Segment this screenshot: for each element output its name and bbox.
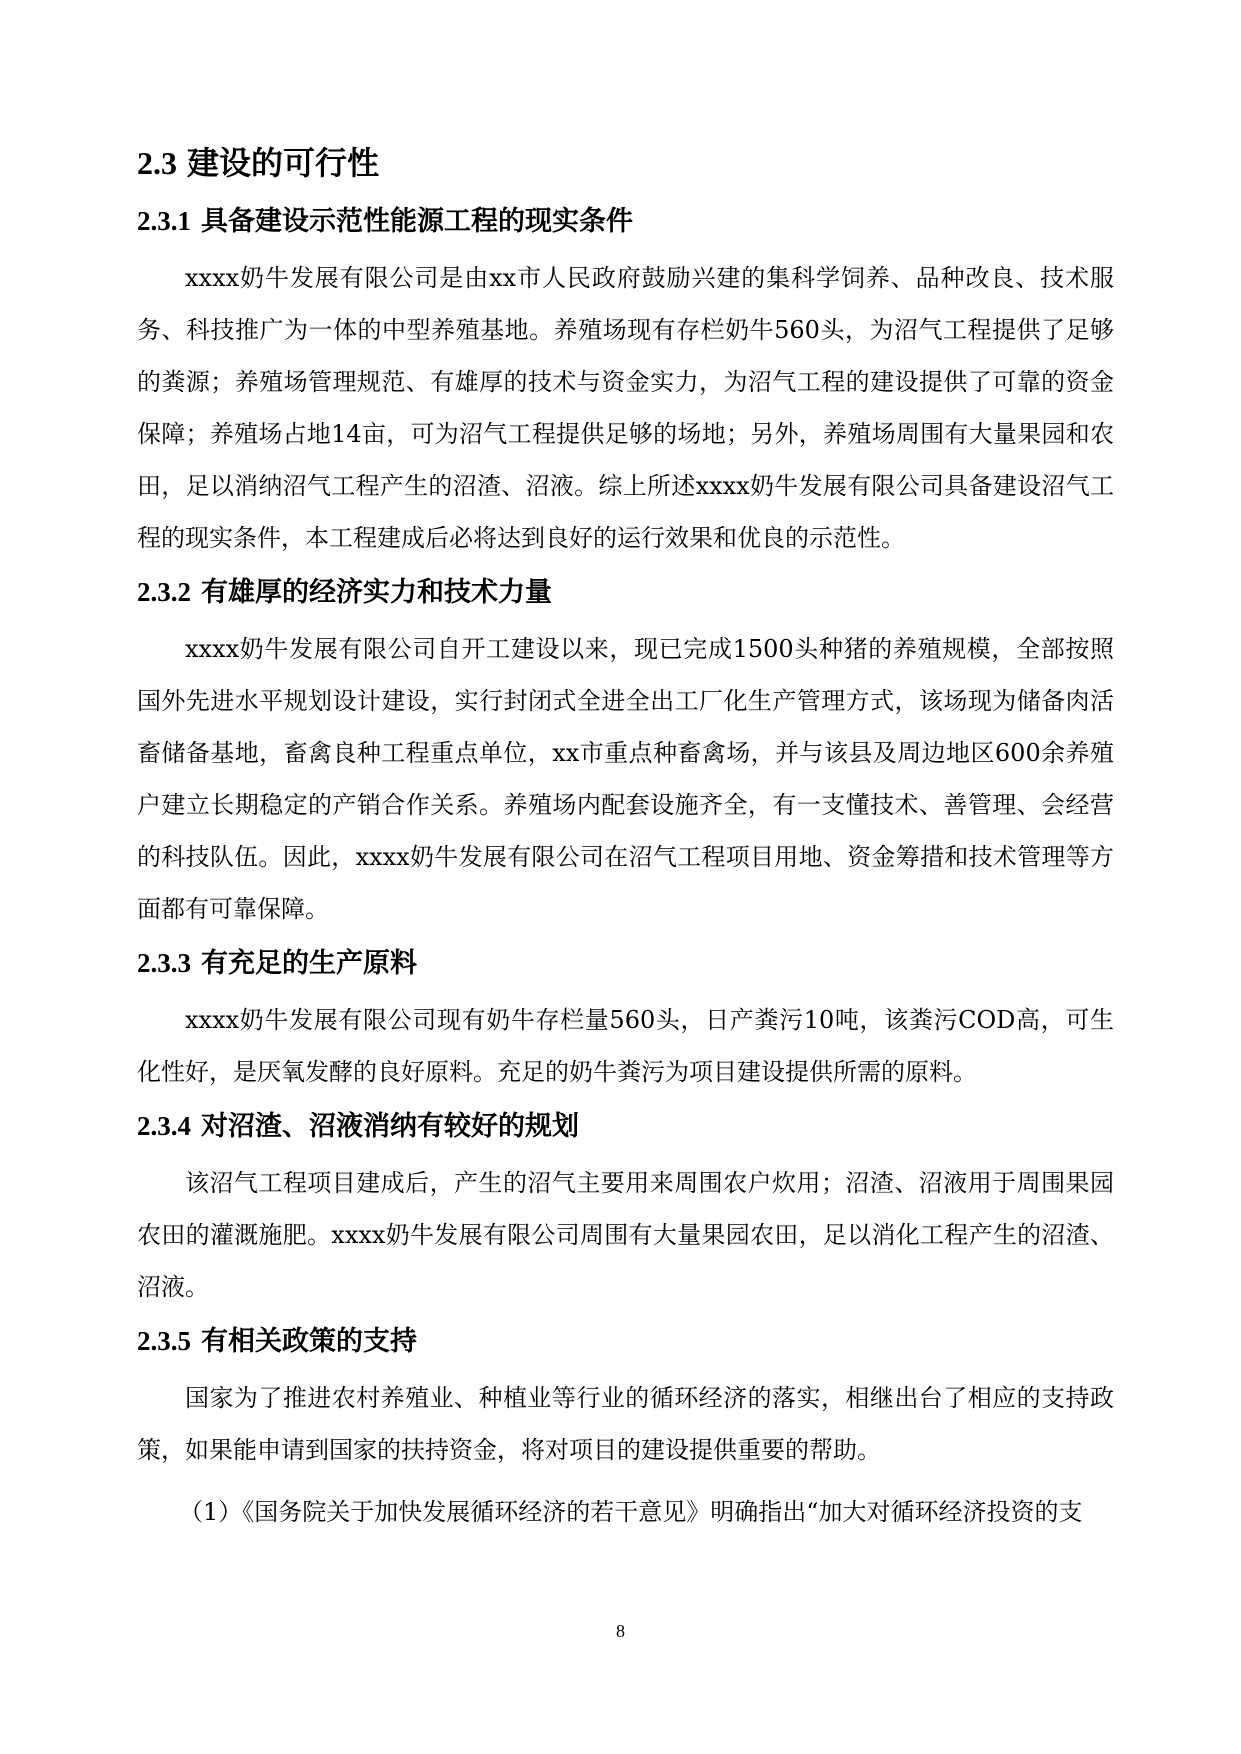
paragraph-2-3-2: xxxx奶牛发展有限公司自开工建设以来，现已完成1500头种猪的养殖规模，全部按照国外先进水平规划设计建设，实行封闭式全进全出工厂化生产管理方式，该场现为储备肉活畜储备基地，畜禽良种工程重点单位，xx市重点种畜禽场，并与该县及周边地区600余养殖户建立长期稳定的产销合作关系。养殖场内配套设施齐全，有一支懂技术、善管理、会经营的科技队伍。因此，xxxx奶牛发展有限公司在沼气工程项目用地、资金筹措和技术管理等方面都有可靠保障。 [137, 635, 1114, 923]
paragraph-2-3-1: xxxx奶牛发展有限公司是由xx市人民政府鼓励兴建的集科学饲养、品种改良、技术服务、科技推广为一体的中型养殖基地。养殖场现有存栏奶牛560头，为沼气工程提供了足够的粪源；养殖场管理规范、有雄厚的技术与资金实力，为沼气工程的建设提供了可靠的资金保障；养殖场占地14亩，可为沼气工程提供足够的场地；另外，养殖场周围有大量果园和农田，足以消纳沼气工程产生的沼渣、沼液。综上所述xxxx奶牛发展有限公司具备建设沼气工程的现实条件，本工程建成后必将达到良好的运行效果和优良的示范性。 [137, 264, 1114, 552]
section-heading [137, 143, 1114, 183]
subsection-heading-2-3-3 [137, 945, 1114, 982]
subsection-title: 有充足的生产原料 [201, 948, 417, 979]
subsection-heading-2-3-1 [137, 203, 1114, 240]
paragraph-2-3-4: 该沼气工程项目建成后，产生的沼气主要用来周围农户炊用；沼渣、沼液用于周围果园农田的灌溉施肥。xxxx奶牛发展有限公司周围有大量果园农田，足以消化工程产生的沼渣、沼液。 [137, 1169, 1114, 1301]
paragraph-2-3-3: xxxx奶牛发展有限公司现有奶牛存栏量560头，日产粪污10吨，该粪污COD高，可生化性好，是厌氧发酵的良好原料。充足的奶牛粪污为项目建设提供所需的原料。 [137, 1006, 1114, 1086]
section-title: 建设的可行性 [187, 144, 380, 182]
subsection-title: 有相关政策的支持 [201, 1326, 417, 1357]
policy-list-item-1: （1）《国务院关于加快发展循环经济的若干意见》明确指出“加大对循环经济投资的支 [179, 1498, 1083, 1526]
subsection-heading-2-3-4 [137, 1108, 1114, 1145]
page-content [137, 143, 1114, 1538]
subsection-number: 2.3.5 [137, 1326, 191, 1356]
subsection-heading-2-3-5 [137, 1323, 1114, 1360]
subsection-title: 有雄厚的经济实力和技术力量 [201, 577, 552, 608]
page-number: 8 [616, 1621, 625, 1641]
subsection-heading-2-3-2 [137, 574, 1114, 611]
subsection-number: 2.3.2 [137, 577, 191, 607]
subsection-number: 2.3.3 [137, 948, 191, 978]
subsection-title: 具备建设示范性能源工程的现实条件 [201, 206, 633, 237]
subsection-title: 对沼渣、沼液消纳有较好的规划 [201, 1111, 579, 1142]
section-number: 2.3 [137, 145, 177, 181]
subsection-number: 2.3.1 [137, 206, 191, 236]
subsection-number: 2.3.4 [137, 1111, 191, 1141]
paragraph-2-3-5: 国家为了推进农村养殖业、种植业等行业的循环经济的落实，相继出台了相应的支持政策，如果能申请到国家的扶持资金，将对项目的建设提供重要的帮助。 [137, 1384, 1114, 1464]
